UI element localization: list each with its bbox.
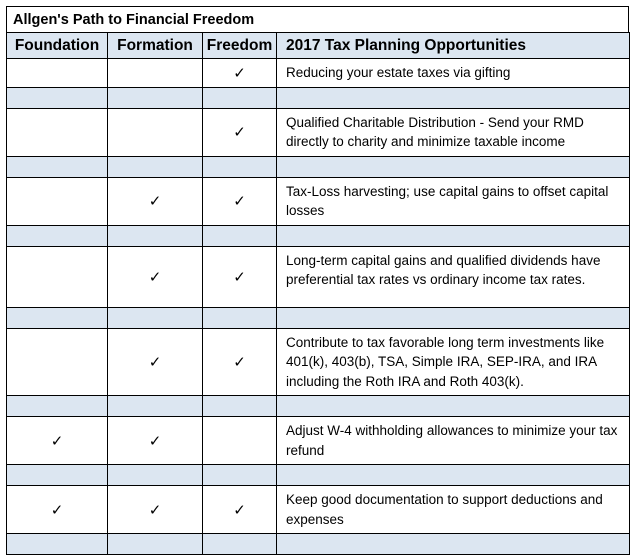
formation-check: ✓ <box>108 177 203 225</box>
table-row <box>7 246 630 307</box>
opportunity-text: Long-term capital gains and qualified dividends have preferential tax rates vs ordinary income tax rates. <box>277 246 630 307</box>
freedom-check: ✓ <box>203 486 277 534</box>
formation-check: ✓ <box>108 486 203 534</box>
spacer-row <box>7 87 630 108</box>
formation-check <box>108 108 203 156</box>
foundation-check <box>7 108 108 156</box>
freedom-check: ✓ <box>203 177 277 225</box>
table-row <box>7 486 630 534</box>
opportunity-text: Qualified Charitable Distribution - Send your RMD directly to charity and minimize taxable income <box>277 108 630 156</box>
formation-check: ✓ <box>108 417 203 465</box>
spacer-row <box>7 156 630 177</box>
header-foundation: Foundation <box>7 33 108 59</box>
table-row <box>7 328 630 396</box>
table-row <box>7 417 630 465</box>
opportunity-text: Keep good documentation to support deductions and expenses <box>277 486 630 534</box>
table-title: Allgen's Path to Financial Freedom <box>6 6 629 32</box>
table-row <box>7 59 630 88</box>
spacer-row <box>7 307 630 328</box>
foundation-check <box>7 328 108 396</box>
opportunity-text: Tax-Loss harvesting; use capital gains to offset capital losses <box>277 177 630 225</box>
foundation-check: ✓ <box>7 486 108 534</box>
freedom-check <box>203 417 277 465</box>
freedom-check: ✓ <box>203 59 277 88</box>
foundation-check: ✓ <box>7 417 108 465</box>
foundation-check <box>7 59 108 88</box>
header-formation: Formation <box>108 33 203 59</box>
formation-check <box>108 59 203 88</box>
formation-check: ✓ <box>108 328 203 396</box>
header-row <box>7 33 630 59</box>
header-opportunities: 2017 Tax Planning Opportunities <box>277 33 630 59</box>
spacer-row <box>7 465 630 486</box>
foundation-check <box>7 177 108 225</box>
opportunity-text: Adjust W-4 withholding allowances to minimize your tax refund <box>277 417 630 465</box>
spacer-row <box>7 396 630 417</box>
tax-planning-table <box>6 32 630 555</box>
freedom-check: ✓ <box>203 246 277 307</box>
foundation-check <box>7 246 108 307</box>
table-row <box>7 108 630 156</box>
table-row <box>7 177 630 225</box>
formation-check: ✓ <box>108 246 203 307</box>
planning-table-container <box>6 6 629 555</box>
freedom-check: ✓ <box>203 328 277 396</box>
opportunity-text: Contribute to tax favorable long term investments like 401(k), 403(b), TSA, Simple IRA, SEP-IRA, and IRA including the Roth IRA and Roth 403(k). <box>277 328 630 396</box>
header-freedom: Freedom <box>203 33 277 59</box>
spacer-row <box>7 225 630 246</box>
opportunity-text: Reducing your estate taxes via gifting <box>277 59 630 88</box>
spacer-row <box>7 534 630 555</box>
freedom-check: ✓ <box>203 108 277 156</box>
